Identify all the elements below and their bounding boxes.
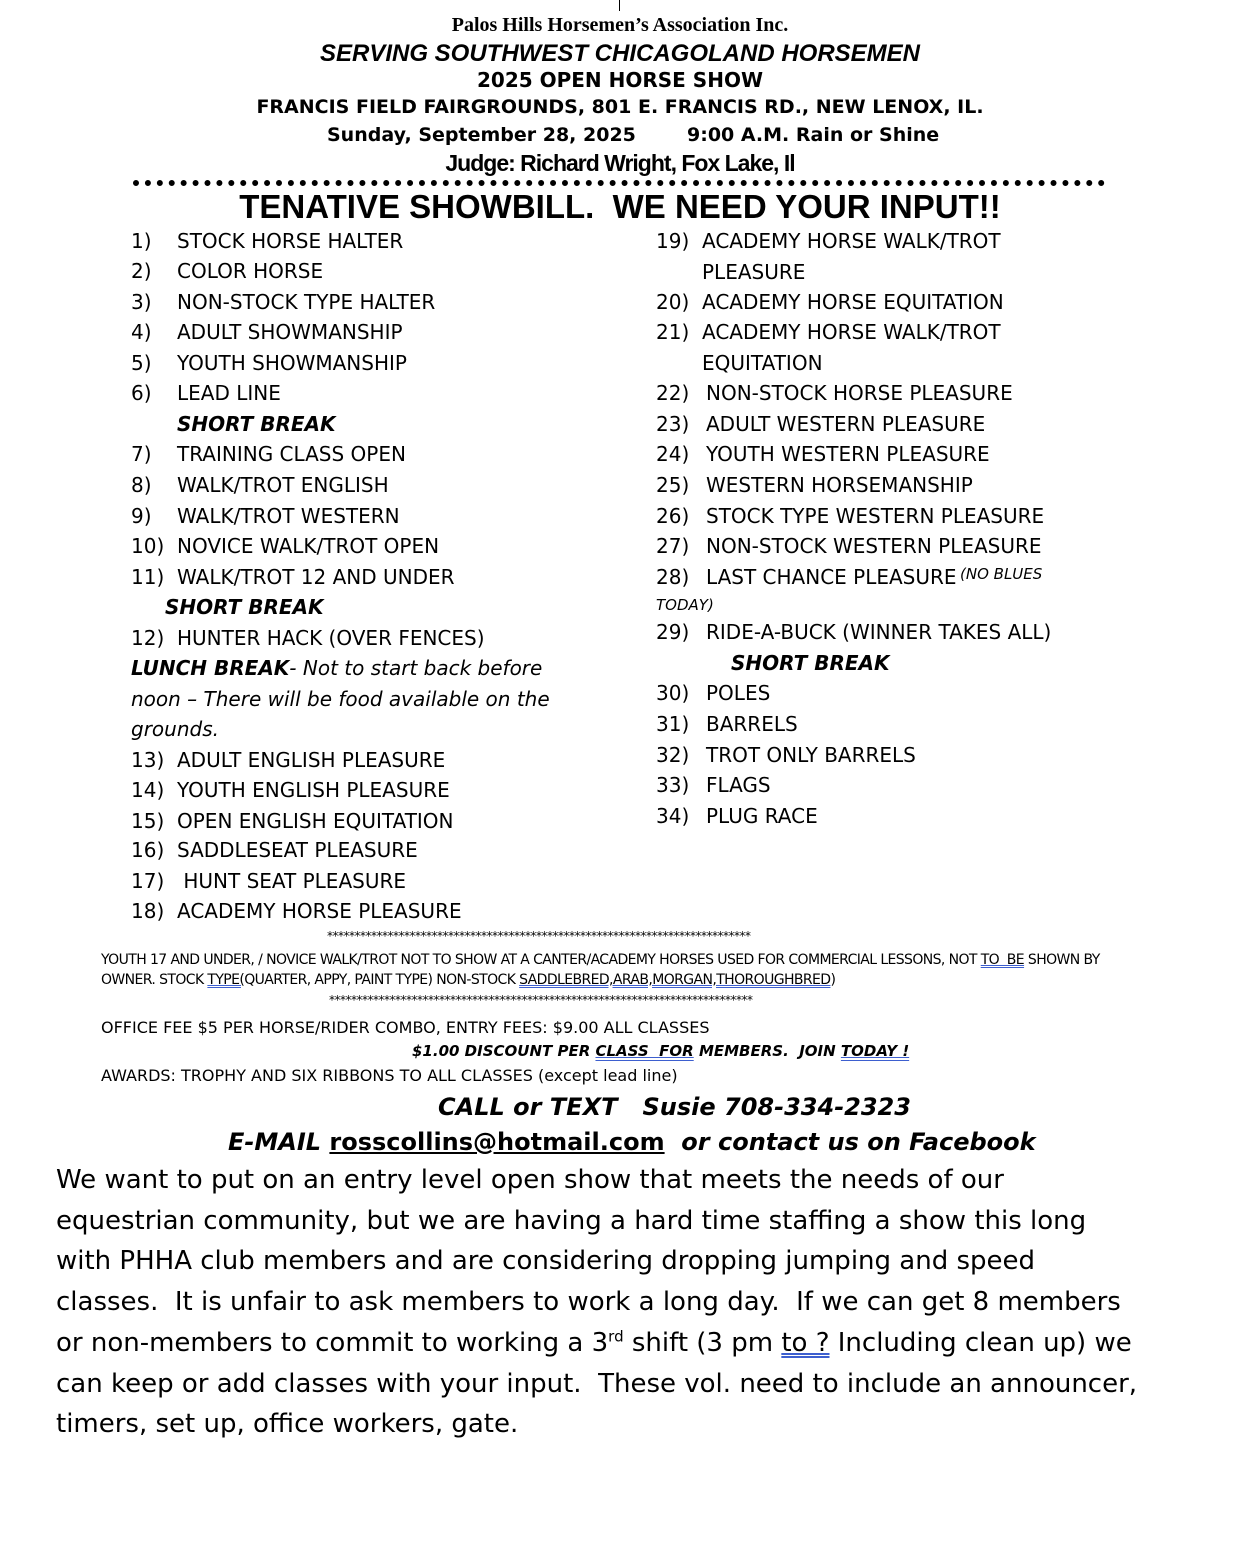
- class-number: 3): [131, 290, 152, 314]
- class-label: ACADEMY HORSE WALK/TROT: [702, 229, 1001, 253]
- paragraph-text: to ?: [781, 1327, 830, 1358]
- class-label: WALK/TROT WESTERN: [177, 504, 400, 528]
- class-number: 26): [656, 504, 690, 528]
- class-number: 29): [656, 620, 690, 644]
- class-number: 12): [131, 626, 165, 650]
- class-number: 6): [131, 381, 152, 405]
- class-label: WESTERN HORSEMANSHIP: [706, 473, 973, 497]
- superscript: rd: [608, 1327, 624, 1346]
- paragraph-text: shift (3 pm: [623, 1327, 782, 1358]
- class-label: SADDLESEAT PLEASURE: [177, 838, 418, 862]
- note-text: SHOWN BY: [1024, 952, 1100, 968]
- note-text: QUARTER, APPY, PAINT TYPE) NON-STOCK: [244, 972, 520, 988]
- class-number: 22): [656, 381, 690, 405]
- class-label: WALK/TROT 12 AND UNDER: [177, 565, 455, 589]
- paragraph-text: Including clean up) we: [829, 1327, 1132, 1358]
- eligibility-note-2: [101, 972, 835, 988]
- discount-text: CLASS FOR: [595, 1042, 694, 1060]
- note-text: YOUTH 17 AND UNDER, / NOVICE WALK/TROT NOT TO SHOW AT A CANTER/ACADEMY HORSES USED FOR COMMERCIAL LESSONS, NOT: [101, 952, 981, 968]
- email-line: [228, 1128, 1036, 1156]
- class-number: 20): [656, 290, 690, 314]
- class-note-cont: TODAY): [656, 596, 714, 614]
- class-number: 34): [656, 804, 690, 828]
- class-label: COLOR HORSE: [177, 259, 324, 283]
- star-divider: *****************************************************************************: [327, 929, 751, 943]
- class-number: 8): [131, 473, 152, 497]
- paragraph-line: [56, 1323, 1196, 1364]
- note-text: TO BE: [980, 952, 1025, 968]
- short-break: SHORT BREAK: [731, 651, 890, 675]
- class-label: WALK/TROT ENGLISH: [177, 473, 389, 497]
- class-number: 33): [656, 773, 690, 797]
- class-number: 17): [131, 869, 165, 893]
- awards: AWARDS: TROPHY AND SIX RIBBONS TO ALL CLASSES (except lead line): [101, 1066, 678, 1085]
- class-label: ADULT ENGLISH PLEASURE: [177, 748, 446, 772]
- venue: FRANCIS FIELD FAIRGROUNDS, 801 E. FRANCIS RD., NEW LENOX, IL.: [256, 96, 984, 118]
- class-number: 9): [131, 504, 152, 528]
- paragraph-line: with PHHA club members and are considering dropping jumping and speed: [56, 1246, 1036, 1277]
- show-name: 2025 OPEN HORSE SHOW: [476, 68, 764, 92]
- paragraph-line: classes. It is unfair to ask members to work a long day. If we can get 8 members: [56, 1287, 1121, 1318]
- class-number: 14): [131, 778, 165, 802]
- join-today-link[interactable]: TODAY !: [840, 1042, 910, 1060]
- class-label: NON-STOCK TYPE HALTER: [177, 290, 436, 314]
- email-link[interactable]: rosscollins@hotmail.com: [329, 1128, 665, 1156]
- class-number: 21): [656, 320, 690, 344]
- paragraph-line: We want to put on an entry level open show that meets the needs of our: [56, 1165, 1004, 1195]
- class-label: YOUTH ENGLISH PLEASURE: [177, 778, 450, 802]
- class-label: LEAD LINE: [177, 381, 281, 405]
- class-number: 2): [131, 259, 152, 283]
- dotted-divider: [133, 180, 1105, 186]
- class-label: NOVICE WALK/TROT OPEN: [177, 534, 440, 558]
- call-or-text: CALL or TEXT Susie 708-334-2323: [438, 1093, 911, 1121]
- class-number: 28): [656, 565, 690, 589]
- class-label: TROT ONLY BARRELS: [706, 743, 916, 767]
- class-label: STOCK HORSE HALTER: [177, 229, 404, 253]
- class-label: YOUTH SHOWMANSHIP: [177, 351, 407, 375]
- facebook-text: or contact us on Facebook: [664, 1128, 1036, 1156]
- short-break: SHORT BREAK: [177, 412, 336, 436]
- class-number: 18): [131, 899, 165, 923]
- class-label: HUNTER HACK (OVER FENCES): [177, 626, 485, 650]
- class-note: (NO BLUES: [960, 565, 1043, 583]
- lunch-break-label: LUNCH BREAK: [131, 656, 290, 680]
- show-time: 9:00 A.M. Rain or Shine: [687, 124, 940, 146]
- paragraph-line: can keep or add classes with your input. These vol. need to include an announcer,: [56, 1368, 1138, 1399]
- class-label: ACADEMY HORSE EQUITATION: [702, 290, 1004, 314]
- class-number: 7): [131, 442, 152, 466]
- class-label: NON-STOCK WESTERN PLEASURE: [706, 534, 1042, 558]
- star-divider: *****************************************************************************: [329, 993, 753, 1007]
- office-fee: OFFICE FEE $5 PER HORSE/RIDER COMBO, ENTRY FEES: $9.00 ALL CLASSES: [101, 1018, 710, 1037]
- page-top-mark: [619, 0, 620, 11]
- class-label-cont: EQUITATION: [702, 351, 823, 375]
- class-number: 13): [131, 748, 165, 772]
- short-break: SHORT BREAK: [165, 595, 324, 619]
- class-label: ADULT WESTERN PLEASURE: [706, 412, 986, 436]
- class-number: 10): [131, 534, 165, 558]
- class-label: HUNT SEAT PLEASURE: [177, 869, 406, 893]
- paragraph-line: timers, set up, office workers, gate.: [56, 1409, 519, 1440]
- class-number: 11): [131, 565, 165, 589]
- serving-tagline: SERVING SOUTHWEST CHICAGOLAND HORSEMEN: [319, 40, 921, 67]
- class-number: 32): [656, 743, 690, 767]
- org-name: Palos Hills Horsemen’s Association Inc.: [451, 14, 789, 36]
- note-text: ): [830, 972, 836, 988]
- class-label: TRAINING CLASS OPEN: [177, 442, 406, 466]
- showbill-title: TENATIVE SHOWBILL. WE NEED YOUR INPUT!!: [239, 188, 1001, 225]
- class-number: 1): [131, 229, 152, 253]
- discount-text: $1.00 DISCOUNT PER: [412, 1042, 596, 1060]
- class-label: ADULT SHOWMANSHIP: [177, 320, 403, 344]
- class-number: 5): [131, 351, 152, 375]
- class-number: 15): [131, 809, 165, 833]
- class-label: ACADEMY HORSE WALK/TROT: [702, 320, 1001, 344]
- class-label: ACADEMY HORSE PLEASURE: [177, 899, 462, 923]
- paragraph-text: or non-members to commit to working a 3: [56, 1327, 609, 1358]
- class-label: FLAGS: [706, 773, 771, 797]
- note-text: SADDLEBRED,ARAB,MORGAN,THOROUGHBRED: [519, 972, 831, 988]
- class-number: 16): [131, 838, 165, 862]
- class-label: STOCK TYPE WESTERN PLEASURE: [706, 504, 1045, 528]
- class-label: PLUG RACE: [706, 804, 818, 828]
- class-label: OPEN ENGLISH EQUITATION: [177, 809, 454, 833]
- eligibility-note-1: [101, 952, 1100, 968]
- show-date: Sunday, September 28, 2025: [327, 124, 636, 146]
- class-number: 4): [131, 320, 152, 344]
- class-number: 30): [656, 681, 690, 705]
- volunteer-paragraph: [56, 1160, 1196, 1445]
- note-text: OWNER. STOCK: [101, 972, 208, 988]
- class-label: POLES: [706, 681, 771, 705]
- class-number: 23): [656, 412, 690, 436]
- judge: Judge: Richard Wright, Fox Lake, Il: [445, 150, 795, 176]
- lunch-break-note-3: grounds.: [131, 717, 219, 741]
- class-number: 19): [656, 229, 690, 253]
- lunch-break-line: [131, 656, 542, 680]
- paragraph-line: equestrian community, but we are having a hard time staffing a show this long: [56, 1205, 1087, 1236]
- lunch-break-note: - Not to start back before: [289, 656, 543, 680]
- lunch-break-note-2: noon – There will be food available on the: [131, 687, 550, 711]
- class-number: 24): [656, 442, 690, 466]
- email-label: E-MAIL: [228, 1128, 330, 1156]
- class-label-cont: PLEASURE: [702, 260, 806, 284]
- class-label: NON-STOCK HORSE PLEASURE: [706, 381, 1013, 405]
- class-label: BARRELS: [706, 712, 798, 736]
- note-text: TYPE(: [207, 972, 245, 988]
- member-discount: [412, 1042, 909, 1060]
- discount-text: MEMBERS. JOIN: [693, 1042, 841, 1060]
- class-number: 25): [656, 473, 690, 497]
- class-label: LAST CHANCE PLEASURE: [706, 565, 957, 589]
- class-label: YOUTH WESTERN PLEASURE: [706, 442, 990, 466]
- class-number: 27): [656, 534, 690, 558]
- class-label: RIDE-A-BUCK (WINNER TAKES ALL): [706, 620, 1052, 644]
- class-number: 31): [656, 712, 690, 736]
